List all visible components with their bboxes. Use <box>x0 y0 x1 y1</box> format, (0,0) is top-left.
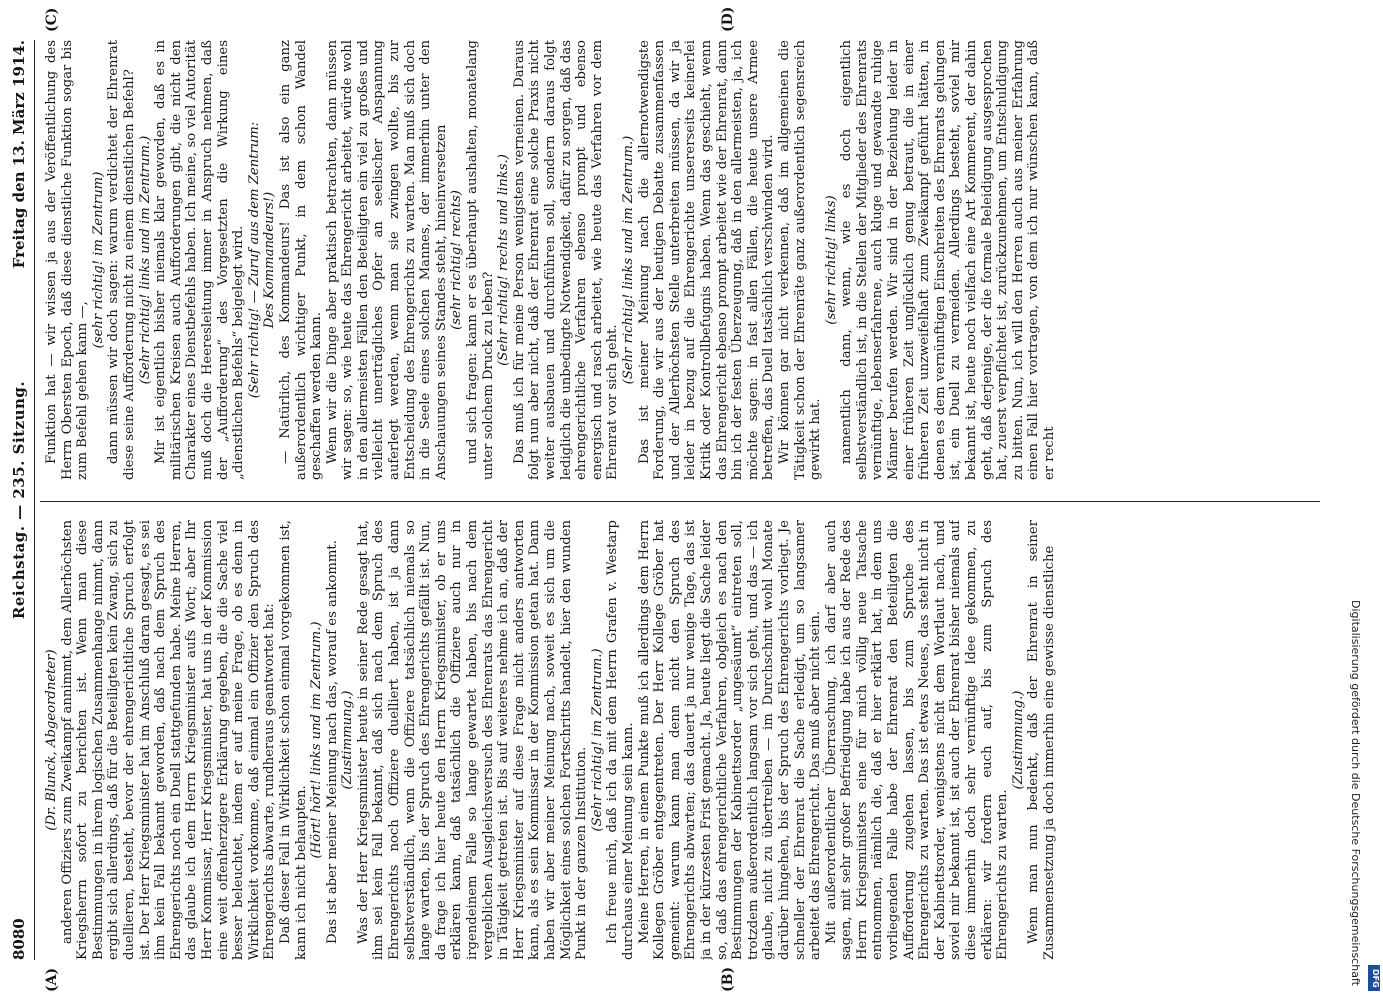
interjection: (Hört! hört! links und im Zentrum.) <box>309 621 325 859</box>
column-divider <box>40 501 1320 502</box>
digitization-credit: Digitalisierung gefördert durch die Deutsche Forschungsgemeinschaft <box>1349 600 1362 986</box>
paragraph: und sich fragen: kann er es überhaupt aushalten, monatelang unter solchem Druck zu leben? <box>465 40 496 480</box>
paragraph: Mit außerordentlicher Überraschung, ich darf aber auch sagen, mit sehr großer Befriedigung habe ich aus der Rede des Herrn Kriegsministers eine für mich völlig neue Tatsache entnommen, nämlich die, daß er hier erklärt hat, in dem uns vorliegenden Falle habe der Ehrenrat den Beteiligten die Aufforderung zugehen lassen, bis zum Spruche des Ehrengerichts zu warten. Das ist etwas Neues, das steht nicht in der Kabinettsorder, wenigstens nicht dem Wortlaut nach, und soviel mir bekannt ist, ist auch der Ehrenrat bisher niemals auf diese immerhin doch sehr vernünftige Idee gekommen, zu erklären: wir fordern euch auf, bis zum Spruch des Ehrengerichts zu warten. <box>823 520 1011 960</box>
page-number: 8080 <box>10 918 28 960</box>
interjection: (sehr richtig! im Zentrum) <box>90 171 106 349</box>
dfg-logo: DFG <box>1368 965 1380 991</box>
interjection: (sehr richtig! links) <box>823 195 839 325</box>
paragraph: Was der Herr Kriegsminister heute in seiner Rede gesagt hat, ihm sei kein Fall bekannt, daß sich nach dem Spruch des Ehrengerichts noch Offiziere duelliert haben, ist ja dann selbstverständlich, wenn die Offiziere tatsächlich niemals so lange warten, bis der Spruch des Ehrengerichts gefällt ist. Nun, da frage ich hier heute den Herrn Kriegsminister, ob er uns erklären kann, daß tatsächlich die Offiziere auch nur in irgendeinem Falle so lange gewartet haben, bis nach dem vergeblichen Ausgleichsversuch des Ehrenrats das Ehrengericht in Tätigkeit getreten ist. Bis auf weiteres nehme ich an, daß der Herr Kriegsminister auf diese Frage nicht anders antworten kann, als es sein Kommissar in der Kommission getan hat. Dann haben wir aber meiner Meinung nach, soweit es sich um die Möglichkeit eines solchen Fortschritts handelt, hier den wunden Punkt in der ganzen Institution. <box>355 520 590 960</box>
paragraph: Ich freue mich, daß ich da mit dem Herrn Grafen v. Westarp durchaus einer Meinung sein kann. <box>605 520 636 960</box>
paragraph: Daß dieser Fall in Wirklichkeit schon einmal vorgekommen ist, kann ich nicht behaupten. <box>277 520 309 960</box>
page-header <box>8 40 35 960</box>
margin-marker-b: (B) <box>720 966 736 992</box>
paragraph: dann müssen wir doch sagen: warum verdichtet der Ehrenrat diese seine Aufforderung nicht zu einem dienstlichen Befehl? <box>106 40 137 480</box>
interjection: (Dr. Blunck, Abgeordneter) <box>44 649 59 831</box>
interjection: (Sehr richtig! links und im Zentrum.) <box>620 135 636 385</box>
interjection: (Sehr richtig! im Zentrum.) <box>589 648 605 832</box>
paragraph: Meine Herren, in einem Punkte muß ich allerdings dem Herrn Kollegen Gröber entgegentreten. Der Herr Kollege Gröber hat gemeint: warum kann man denn nicht den Spruch des Ehrengerichts abwarten; das dauert ja nur wenige Tage, das ist ja in der kürzesten Frist gemacht. Ja, heute liegt die Sache leider so, daß das ehrengerichtliche Verfahren, obgleich es nach den Bestimmungen der Kabinettsorder „ungesäumt“ eintreten soll, trotzdem außerordentlich langsam vor sich geht, und das — ich glaube, nicht zu übertreiben — im Durchschnitt wohl Monate darüber hingehen, bis der Spruch des Ehrengerichts vorliegt. Je schneller der Ehrenrat die Sache erledigt, um so langsamer arbeitet das Ehrengericht. Das muß aber nicht sein. <box>636 520 824 960</box>
right-text-column <box>44 40 1320 480</box>
paragraph: Wenn wir die Dinge aber praktisch betrachten, dann müssen wir sagen: so, wie heute das Ehrengericht arbeitet, würde wohl in den allermeisten Fällen den Beteiligten ein viel zu großes und vielleicht unerträgliches Opfer an seelischer Anspannung auferlegt werden, wenn man sie zwingen wollte, bis zur Entscheidung des Ehrengerichts zu warten. Man muß sich doch in die Seele eines solchen Mannes, der immerhin unter den Anschauungen seines Standes steht, hineinversetzen <box>324 40 449 480</box>
margin-marker-d: (D) <box>720 6 736 32</box>
paragraph: anderen Offiziers zum Zweikampf annimmt, dem Allerhöchsten Kriegsherrn sofort zu berichten ist. Wenn man diese Bestimmungen in ihrem logischen Zusammenhange nimmt, dann ergibt sich allerdings, daß für die Beteiligten kein Zwang, sich zu duellieren, besteht, bevor der ehrengerichtliche Spruch erfolgt ist. Der Herr Kriegsminister hat im Anschluß daran gesagt, es sei ihm kein Fall bekannt geworden, daß nach dem Spruch des Ehrengerichts noch ein Duell stattgefunden habe. Meine Herren, das glaube ich dem Herrn Kriegsminister aufs Wort; aber Ihr Herr Kommissar, Herr Kriegsminister, hat uns in der Kommission eine weit offenherzigere Erklärung gegeben, die die Sache viel besser beleuchtet, indem er auf meine Frage, ob es denn in Wirklichkeit vorkomme, daß einmal ein Offizier den Spruch des Ehrengerichts abwarte, rundheraus geantwortet hat: <box>59 520 278 960</box>
session-date: Freitag den 13. März 1914. <box>10 40 28 269</box>
margin-marker-c: (C) <box>44 7 60 32</box>
paragraph: Wenn man nun bedenkt, daß der Ehrenrat in seiner Zusammensetzung ja doch immerhin eine gewisse dienstliche <box>1026 520 1057 960</box>
interjection: (Sehr richtig! — Zuruf aus dem Zentrum: <box>246 121 262 399</box>
interjection: (Zustimmung.) <box>340 690 356 790</box>
paragraph: Mir ist eigentlich bisher niemals klar geworden, daß es in militärischen Kreisen auch Aufforderungen gibt, die nicht den Charakter eines Dienstbefehls haben. Ich meine, so viel Autorität muß doch die Heeresleitung immer in Anspruch nehmen, daß der „Aufforderung“ des Vorgesetzten die Wirkung eines „dienstlichen Befehls“ beigelegt wird. <box>153 40 247 480</box>
paragraph: Das muß ich für meine Person wenigstens verneinen. Daraus folgt nun aber nicht, daß der Ehrenrat eine solche Praxis nicht weiter ausbauen und durchführen soll, sondern daraus folgt lediglich die unbedingte Notwendigkeit, dafür zu sorgen, daß das ehrengerichtliche Verfahren ebenso prompt und ebenso energisch und rasch arbeitet, wie heute das Verfahren vor dem Ehrenrat vor sich geht. <box>511 40 621 480</box>
paragraph: — Natürlich, des Kommandeurs! Das ist also ein ganz außerordentlich wichtiger Punkt, in dem schon Wandel geschaffen werden kann. <box>277 40 325 480</box>
interjection: (Sehr richtig! links und im Zentrum.) <box>137 135 153 385</box>
left-text-column <box>44 520 1320 960</box>
interjection: Des Kommandeurs!) <box>262 191 278 329</box>
paragraph: Wir können gar nicht verkennen, daß im allgemeinen die Tätigkeit schon der Ehrenräte ganz außerordentlich segensreich gewirkt hat. <box>776 40 824 480</box>
paragraph: Das ist meiner Meinung nach die allernotwendigste Forderung, die wir aus der heutigen Debatte zusammenfassen und der Allerhöchsten Stelle unterbreiten müssen, da wir ja leider in bezug auf die Ehrengerichte unsererseits keinerlei Kritik oder Kontrollbefugnis haben. Wenn das geschieht, wenn das Ehrengericht ebenso prompt arbeitet wie der Ehrenrat, dann bin ich der festen Überzeugung, daß in den allermeisten, ja, ich möchte sagen: in fast allen Fällen, die heute unsere Armee betreffen, das Duell tatsächlich verschwinden wird. <box>636 40 777 480</box>
paragraph: namentlich dann, wenn, wie es doch eigentlich selbstverständlich ist, in die Stellen der Mitglieder des Ehrenrats vernünftige, lebenserfahrene, auch kluge und gewandte ruhige Männer berufen werden. Wir sind in der Beziehung leider in einer früheren Zeit unglücklich genug betraut, die in einer früheren Zeit unzweifelhaft zum Zweikampf geführt hätten, in denen es dem vernünftigen Einschreiten des Ehrenrats gelungen ist, ein Duell zu vermeiden. Allerdings besteht, soviel mir bekannt ist, heute noch vielfach eine Art Kommerent, der dahin geht, daß derjenige, der die formale Beleidigung ausgesprochen hat, zuerst verpflichtet ist, zurückzunehmen, um Entschuldigung zu bitten. Nun, ich will den Herren auch aus meiner Erfahrung einen Fall hier vortragen, von dem ich nur wünschen kann, daß er recht <box>839 40 1057 480</box>
interjection: (Sehr richtig! rechts und links.) <box>496 154 512 366</box>
paragraph: Das ist aber meiner Meinung nach das, worauf es ankommt. <box>324 540 340 944</box>
session-title: Reichstag. — 235. Sitzung. <box>10 380 28 620</box>
interjection: (sehr richtig! rechts) <box>449 190 465 330</box>
margin-marker-a: (A) <box>44 967 60 992</box>
interjection: (Zustimmung.) <box>1010 690 1026 790</box>
paragraph: Funktion hat — wir wissen ja aus der Veröffentlichung des Herrn Obersten Epoch, daß diese dienstliche Funktion sogar bis zum Befehl gehen kann —, <box>44 40 91 480</box>
